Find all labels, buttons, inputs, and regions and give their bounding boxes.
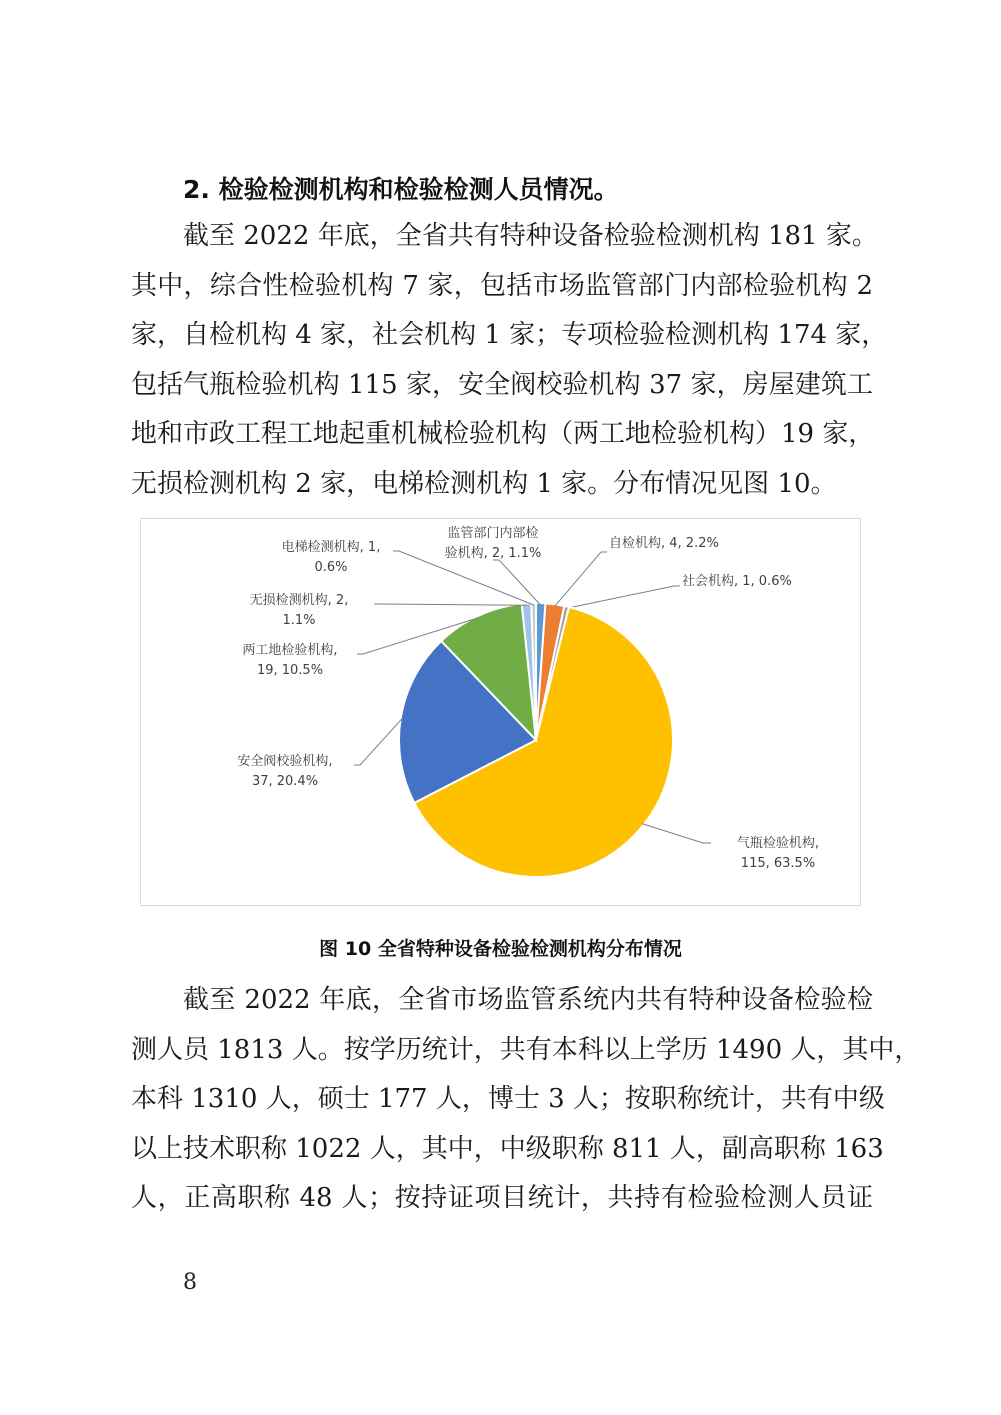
text-line: 地和市政工程工地起重机械检验机构（两工地检验机构）19 家，: [131, 419, 875, 449]
leader-line: [566, 586, 680, 608]
text-line: 以上技术职称 1022 人，其中，中级职称 811 人，副高职称 163: [131, 1133, 884, 1164]
section-heading: 2. 检验检测机构和检验检测人员情况。: [183, 175, 619, 204]
slice-data-label: 自检机构, 4, 2.2%: [609, 536, 719, 551]
leader-line: [642, 824, 711, 843]
paragraph-personnel: [131, 976, 921, 1224]
slice-data-label: 安全阀校验机构, 37, 20.4%: [237, 754, 333, 789]
text-line: 截至 2022 年底，全省共有特种设备检验检测机构 181 家。: [183, 221, 878, 251]
slice-data-label: 无损检测机构, 2, 1.1%: [249, 593, 349, 628]
slice-data-label: 气瓶检验机构, 115, 63.5%: [736, 836, 820, 871]
slice-data-label: 电梯检测机构, 1, 0.6%: [281, 540, 381, 575]
text-line: 测人员 1813 人。按学历统计，共有本科以上学历 1490 人，其中，: [131, 1034, 921, 1065]
text-line: 其中，综合性检验机构 7 家，包括市场监管部门内部检验机构 2: [131, 270, 873, 301]
leader-line: [555, 552, 607, 606]
pie-chart-figure: [140, 518, 861, 906]
leader-line: [354, 718, 403, 765]
text-line: 人，正高职称 48 人；按持证项目统计，共持有检验检测人员证: [131, 1183, 873, 1213]
slice-data-label: 两工地检验机构, 19, 10.5%: [242, 643, 338, 678]
text-line: 截至 2022 年底，全省市场监管系统内共有特种设备检验检: [183, 985, 873, 1015]
slice-data-label: 监管部门内部检验机构, 2, 1.1%: [444, 526, 542, 561]
paragraph-institutions: [131, 212, 888, 509]
text-line: 包括气瓶检验机构 115 家，安全阀校验机构 37 家，房屋建筑工: [131, 369, 873, 400]
page-number: 8: [183, 1270, 197, 1295]
leader-line: [374, 604, 527, 605]
slice-data-label: 社会机构, 1, 0.6%: [682, 574, 792, 589]
figure-caption: 图 10 全省特种设备检验检测机构分布情况: [319, 938, 682, 960]
text-line: 本科 1310 人，硕士 177 人，博士 3 人；按职称统计，共有中级: [131, 1084, 885, 1114]
text-line: 无损检测机构 2 家，电梯检测机构 1 家。分布情况见图 10。: [131, 468, 837, 499]
text-line: 家，自检机构 4 家，社会机构 1 家；专项检验检测机构 174 家，: [131, 320, 888, 350]
pie-chart: [141, 519, 862, 907]
